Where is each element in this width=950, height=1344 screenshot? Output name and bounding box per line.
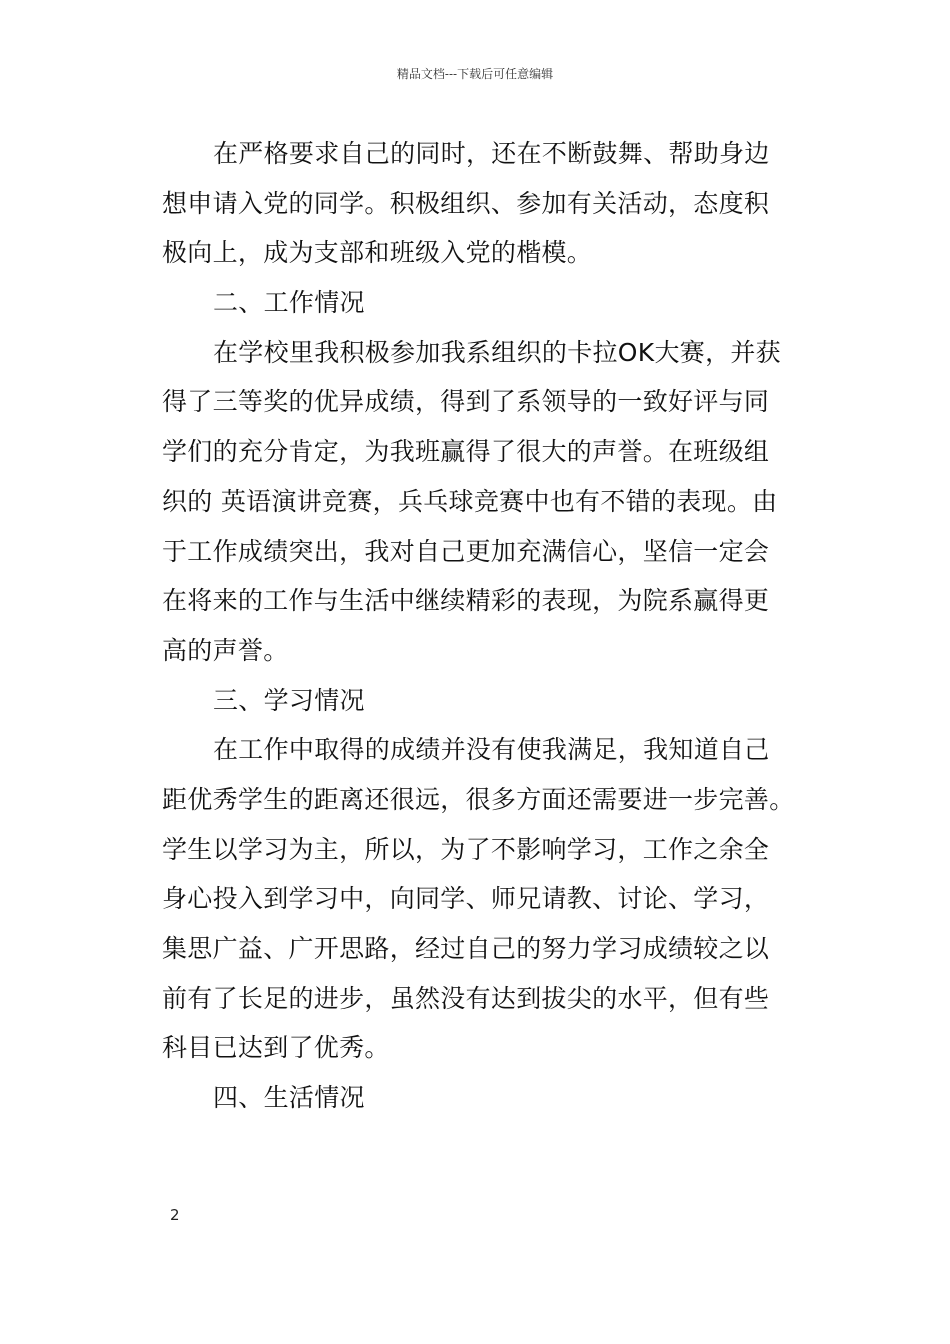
body-line: 距优秀学生的距离还很远，很多方面还需要进一步完善。 bbox=[162, 784, 795, 814]
section-heading-life: 四、生活情况 bbox=[213, 1083, 365, 1113]
body-line: 在严格要求自己的同时，还在不断鼓舞、帮助身边 bbox=[213, 139, 770, 168]
body-line: 身心投入到学习中，向同学、师兄请教、讨论、学习， bbox=[162, 884, 770, 914]
body-line: 在学校里我积极参加我系组织的卡拉OK大赛，并获 bbox=[213, 337, 781, 367]
body-line: 极向上，成为支部和班级入党的楷模。 bbox=[162, 238, 593, 268]
body-line: 科目已达到了优秀。 bbox=[162, 1033, 390, 1063]
document-header: 精品文档---下载后可任意编辑 bbox=[396, 67, 554, 81]
body-line: 集思广益、广开思路，经过自己的努力学习成绩较之以 bbox=[162, 934, 770, 963]
page-number: 2 bbox=[170, 1206, 180, 1224]
document-body bbox=[162, 129, 802, 1123]
body-line: 织的 英语演讲竞赛，兵乓球竞赛中也有不错的表现。由 bbox=[162, 486, 778, 516]
body-line: 高的声誉。 bbox=[162, 635, 289, 665]
body-line: 前有了长足的进步，虽然没有达到拔尖的水平，但有些 bbox=[162, 983, 770, 1013]
body-line: 学生以学习为主，所以，为了不影响学习，工作之余全 bbox=[162, 834, 770, 864]
body-line: 在将来的工作与生活中继续精彩的表现，为院系赢得更 bbox=[162, 586, 770, 616]
body-line: 于工作成绩突出，我对自己更加充满信心，坚信一定会 bbox=[162, 536, 770, 566]
section-heading-work: 二、工作情况 bbox=[213, 288, 365, 318]
body-line: 学们的充分肯定，为我班赢得了很大的声誉。在班级组 bbox=[162, 437, 770, 467]
section-heading-study: 三、学习情况 bbox=[213, 685, 365, 715]
body-line: 在工作中取得的成绩并没有使我满足，我知道自己 bbox=[213, 735, 770, 765]
body-line: 得了三等奖的优异成绩，得到了系领导的一致好评与同 bbox=[162, 387, 770, 417]
body-line: 想申请入党的同学。积极组织、参加有关活动，态度积 bbox=[162, 188, 770, 218]
